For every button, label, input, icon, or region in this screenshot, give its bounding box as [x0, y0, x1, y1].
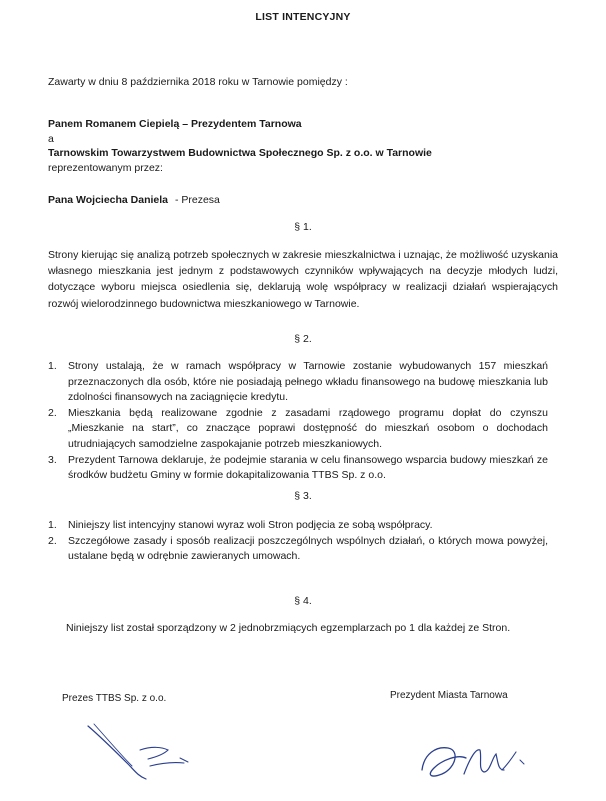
- represented-by: reprezentowanym przez:: [48, 162, 163, 174]
- list-item-text: Niniejszy list intencyjny stanowi wyraz woli Stron podjęcia ze sobą współpracy.: [68, 519, 433, 531]
- document-title: LIST INTENCYJNY: [255, 11, 351, 23]
- list-item-number: 1.: [48, 360, 57, 372]
- signature-right-image: [412, 718, 530, 788]
- signature-label-right: Prezydent Miasta Tarnowa: [390, 690, 508, 701]
- list-item-number: 3.: [48, 453, 57, 466]
- list-item: [48, 359, 548, 406]
- representative-line: [48, 193, 220, 207]
- section-1-heading: § 1.: [294, 221, 312, 233]
- signature-label-left: Prezes TTBS Sp. z o.o.: [62, 693, 167, 704]
- section-3-list: [48, 518, 548, 565]
- list-item-text: Szczegółowe zasady i sposób realizacji poszczególnych wspólnych działań, o których mowa powyżej, ustalane będą w odrębnie zawieranych umowach.: [68, 534, 548, 563]
- party-two: Tarnowskim Towarzystwem Budownictwa Społecznego Sp. z o.o. w Tarnowie: [48, 147, 432, 159]
- section-2-list: [48, 359, 548, 484]
- list-item-text: Strony ustalają, że w ramach współpracy w Tarnowie zostanie wybudowanych 157 mieszkań przeznaczonych dla osób, które nie posiadają pełnego wkładu finansowego na budowę mieszkania lub zdolności finansowych na zaciągnięcie kredytu.: [68, 360, 548, 404]
- signature-left-image: [80, 716, 200, 786]
- section-2-heading: § 2.: [294, 333, 312, 345]
- representative-role: - Prezesa: [174, 194, 220, 206]
- list-item: [48, 534, 548, 565]
- list-item-number: 1.: [48, 519, 57, 531]
- representative-name: Pana Wojciecha Daniela: [48, 194, 169, 206]
- intro-line: Zawarty w dniu 8 października 2018 roku w Tarnowie pomiędzy :: [48, 76, 348, 88]
- section-3-heading: § 3.: [294, 490, 312, 502]
- list-item: [48, 518, 548, 534]
- list-item: [48, 406, 548, 453]
- list-item-text: Prezydent Tarnowa deklaruje, że podejmie starania w celu finansowego wsparcia budowy mieszkań ze środków budżetu Gminy w formie dokapitalizowania TTBS Sp. z o.o.: [68, 453, 548, 482]
- list-item-number: 2.: [48, 406, 57, 419]
- section-1-text: Strony kierując się analizą potrzeb społecznych w zakresie mieszkalnictwa i uznając, że możliwość uzyskania własnego mieszkania jest jednym z podstawowych czynników wpływających na decyzje młodych ludzi, dotyczące wyboru miejsca osiedlenia się, deklarują wolę współpracy w realizacji działań wspierających rozwój wielorodzinnego budownictwa mieszkaniowego w Tarnowie.: [48, 249, 558, 310]
- list-item-text: Mieszkania będą realizowane zgodnie z zasadami rządowego programu dopłat do czynszu „Mieszkanie na start”, co znaczące poprawi dostępność do mieszkań osobom o dochodach utrudniających samodzielne zaspokajanie potrzeb mieszkaniowych.: [68, 406, 548, 450]
- list-item: [48, 453, 548, 484]
- section-4-heading: § 4.: [294, 595, 312, 607]
- section-4-text: Niniejszy list został sporządzony w 2 jednobrzmiących egzemplarzach po 1 dla każdej ze Stron.: [66, 622, 511, 634]
- party-one: Panem Romanem Ciepielą – Prezydentem Tarnowa: [48, 118, 302, 130]
- conjunction: a: [48, 133, 54, 145]
- list-item-number: 2.: [48, 534, 57, 547]
